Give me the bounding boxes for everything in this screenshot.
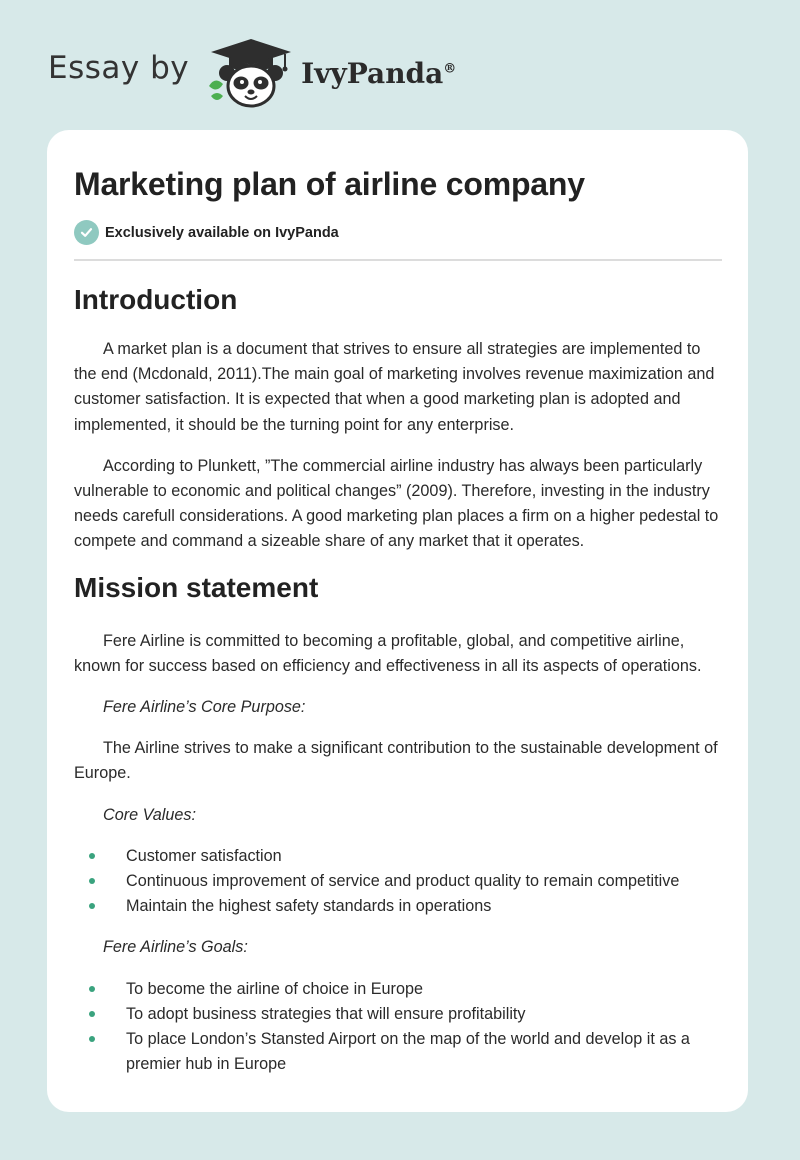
mission-statement: Fere Airline is committed to becoming a profitable, global, and competitive airline, known for success based on efficiency and effectiveness in all its aspects of operations. [74,631,702,675]
brand-name-text: IvyPanda [301,56,444,90]
exclusive-badge [74,220,722,245]
list-item-text: To become the airline of choice in Europe [126,979,423,998]
bullet-icon [89,1036,95,1042]
list-item [74,894,722,919]
list-item [74,844,722,869]
goals-label: Fere Airline’s Goals: [103,938,248,957]
core-values-list [74,844,722,920]
divider [74,259,722,261]
core-values-label: Core Values: [103,805,196,824]
list-item-text: To place London’s Stansted Airport on the map of the world and develop it as a premier hub in Europe [126,1030,690,1074]
list-item-text: Maintain the highest safety standards in operations [126,897,492,916]
checkmark-icon [74,220,99,245]
essay-by-label: Essay by [48,50,190,86]
list-item-text: Continuous improvement of service and product quality to remain competitive [126,872,680,891]
list-item [74,1002,722,1027]
core-purpose-text: The Airline strives to make a significant contribution to the sustainable development of Europe. [74,739,718,783]
article-title: Marketing plan of airline company [74,166,585,202]
list-item-text: To adopt business strategies that will ensure profitability [126,1004,526,1023]
bullet-icon [89,878,95,884]
paragraph: According to Plunkett, ”The commercial airline industry has always been particularly vulnerable to economic and political changes” (2009). Therefore, investing in the industry needs carefull considerations. A good marketing plan places a firm on a higher pedestal to compete and command a sizeable share of any market that it operates. [74,456,719,551]
ivypanda-logo-icon [205,36,297,108]
list-item [74,977,722,1002]
registered-mark: ® [443,61,457,77]
section-heading-mission: Mission statement [74,571,319,603]
bullet-icon [89,1011,95,1017]
core-purpose-label: Fere Airline’s Core Purpose: [103,698,306,717]
bullet-icon [89,853,95,859]
list-item [74,1027,722,1077]
list-item [74,869,722,894]
brand-name [301,57,456,90]
article-card [47,130,748,1112]
goals-list [74,977,722,1078]
section-heading-introduction: Introduction [74,284,238,315]
list-item-text: Customer satisfaction [126,846,282,865]
exclusive-badge-label: Exclusively available on IvyPanda [105,224,339,241]
bullet-icon [89,986,95,992]
paragraph: A market plan is a document that strives to ensure all strategies are implemented to the end (Mcdonald, 2011).The main goal of marketing involves revenue maximization and customer satisfaction. It is expected that when a good marketing plan is adopted and implemented, it should be the turning point for any enterprise. [74,340,715,434]
brand-header [48,36,456,108]
bullet-icon [89,903,95,909]
